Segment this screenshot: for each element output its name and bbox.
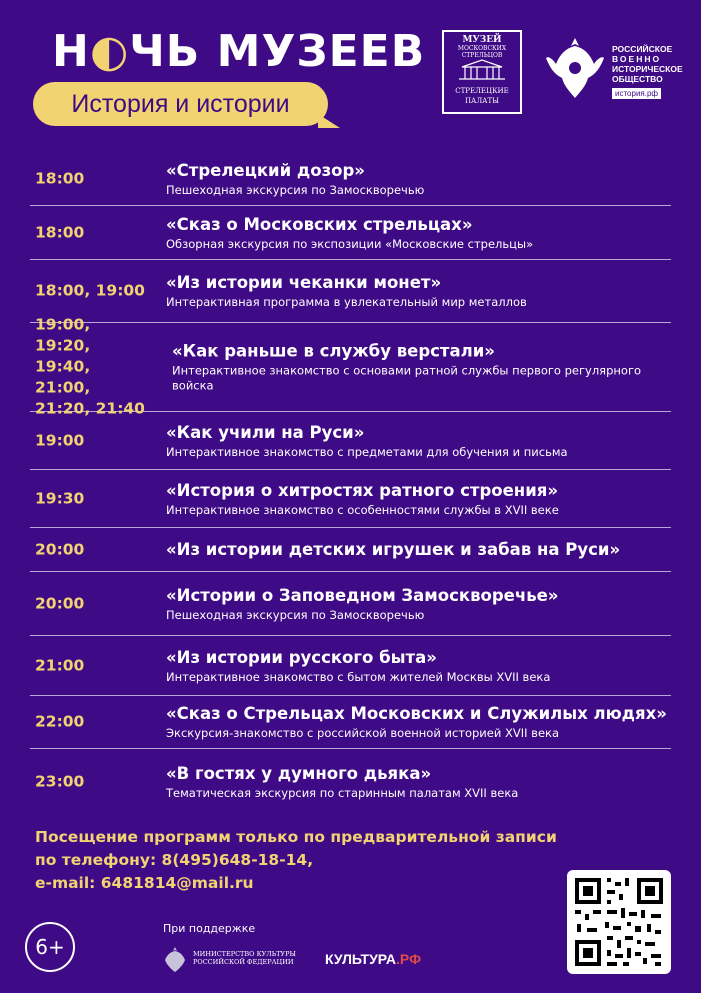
rvio-url[interactable]: история.рф xyxy=(612,88,661,99)
schedule-row: 18:00 «Сказ о Московских стрельцах» Обзорная экскурсия по экспозиции «Московские стрельцы» xyxy=(30,206,671,260)
eagle-emblem-icon xyxy=(544,34,606,102)
registration-note: Посещение программ только по предварительной записи по телефону: 8(495)648-18-14, e-mail: 6481814@mail.ru xyxy=(35,826,557,895)
museum-logo: МУЗЕЙ МОСКОВСКИХ СТРЕЛЬЦОВ СТРЕЛЕЦКИЕ ПАЛАТЫ xyxy=(442,30,522,114)
qr-code[interactable] xyxy=(567,870,671,974)
page-title: Н◐ЧЬ МУЗЕЕВ xyxy=(52,26,426,77)
qr-code-icon xyxy=(567,870,671,974)
ministry-emblem-icon xyxy=(163,945,187,973)
schedule-row: 19:00 «Как учили на Руси» Интерактивное знакомство с предметами для обучения и письма xyxy=(30,412,671,470)
age-rating-badge: 6+ xyxy=(25,922,75,972)
schedule-row: 18:00 «Стрелецкий дозор» Пешеходная экскурсия по Замоскворечью xyxy=(30,153,671,206)
schedule-row: 22:00 «Сказ о Стрельцах Московских и Служилых людях» Экскурсия-знакомство с российской военной историей XVII века xyxy=(30,696,671,749)
schedule-row: 21:00 «Из истории русского быта» Интерактивное знакомство с бытом жителей Москвы XVII века xyxy=(30,636,671,696)
schedule-row: 19:30 «История о хитростях ратного строения» Интерактивное знакомство с особенностями службы в XVII веке xyxy=(30,470,671,528)
schedule-row: 19:00, 19:20, 19:40, 21:00, 21:20, 21:40 «Как раньше в службу верстали» Интерактивное знакомство с основами ратной службы первого регулярного войска xyxy=(30,323,671,412)
schedule-row: 20:00 «Из истории детских игрушек и забав на Руси» xyxy=(30,528,671,572)
schedule-list xyxy=(30,153,671,815)
support-label: При поддержке xyxy=(163,922,256,935)
moon-o-icon: ◐ xyxy=(89,26,130,77)
schedule-row: 23:00 «В гостях у думного дьяка» Тематическая экскурсия по старинным палатам XVII века xyxy=(35,764,519,800)
subtitle-badge: История и истории xyxy=(33,82,328,126)
schedule-row: 20:00 «Истории о Заповедном Замоскворечье» Пешеходная экскурсия по Замоскворечью xyxy=(30,572,671,636)
rvio-logo: РОССИЙСКОЕ ВОЕННО ИСТОРИЧЕСКОЕ ОБЩЕСТВО история.рф xyxy=(544,34,674,102)
building-icon xyxy=(457,59,507,81)
kultura-rf-logo: КУЛЬТУРА.РФ xyxy=(325,951,422,967)
email-link[interactable]: e-mail: 6481814@mail.ru xyxy=(35,874,254,892)
phone-text[interactable]: по телефону: 8(495)648-18-14, xyxy=(35,851,314,869)
ministry-logo: МИНИСТЕРСТВО КУЛЬТУРЫ РОССИЙСКОЙ ФЕДЕРАЦИИ xyxy=(163,945,313,975)
schedule-row: 18:00, 19:00 «Из истории чеканки монет» Интерактивная программа в увлекательный мир металлов xyxy=(30,260,671,323)
